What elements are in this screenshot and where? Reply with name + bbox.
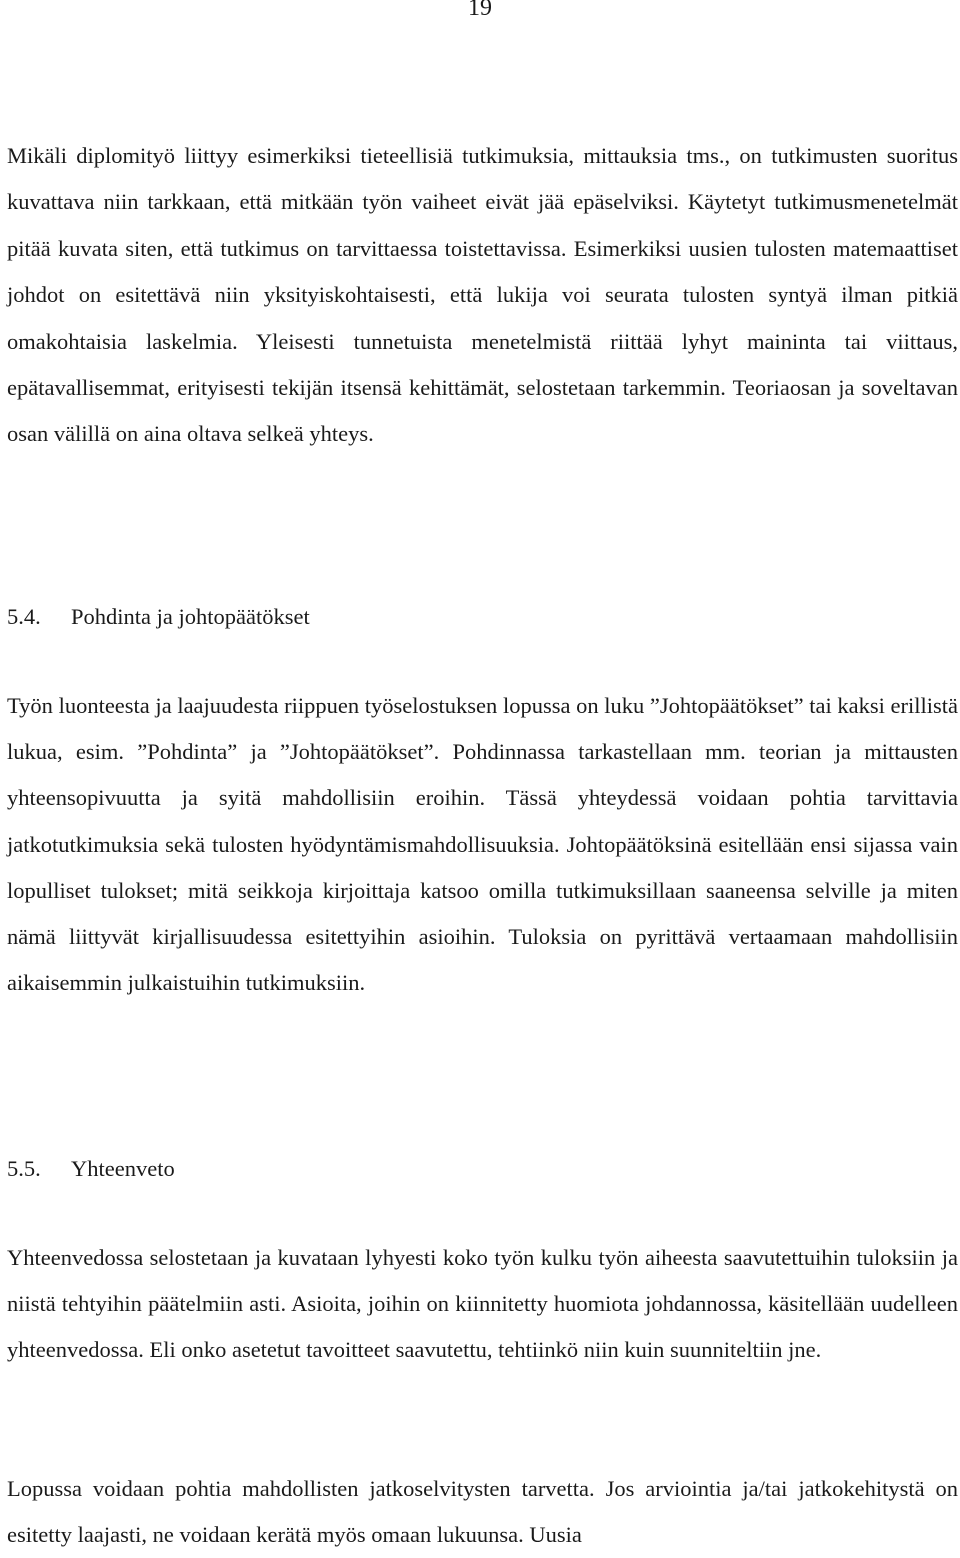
page-number: 19: [468, 0, 492, 21]
section-heading-5-4: [7, 601, 310, 633]
paragraph-summary: Yhteenvedossa selostetaan ja kuvataan lyhyesti koko työn kulku työn aiheesta saavutettuihin tuloksiin ja niistä tehtyihin päätelmiin asti. Asioita, joihin on kiinnitetty huomiota johdannossa, käsitellään uudelleen yhteenvedossa. Eli onko asetetut tavoitteet saavutettu, tehtiinkö niin kuin suunniteltiin jne.: [7, 1245, 958, 1363]
section-number: 5.5.: [7, 1156, 41, 1181]
section-heading-5-5: [7, 1153, 175, 1185]
paragraph-further-studies: Lopussa voidaan pohtia mahdollisten jatkoselvitysten tarvetta. Jos arviointia ja/tai jatkokehitystä on esitetty laajasti, ne voidaan kerätä myös omaan lukuunsa. Uusia: [7, 1476, 958, 1548]
section-title: Yhteenveto: [71, 1156, 175, 1181]
paragraph-discussion: Työn luonteesta ja laajuudesta riippuen työselostuksen lopussa on luku ”Johtopäätökset” tai kaksi erillistä lukua, esim. ”Pohdinta” ja ”Johtopäätökset”. Pohdinnassa tarkastellaan mm. teorian ja mittausten yhteensopivuutta ja syitä mahdollisiin eroihin. Tässä yhteydessä voidaan pohtia tarvittavia jatkotutkimuksia sekä tulosten hyödyntämismahdollisuuksia. Johtopäätöksinä esitellään ensi sijassa vain lopulliset tulokset; mitä seikkoja kirjoittaja katsoo omilla tutkimuksillaan saaneensa selville ja miten nämä liittyvät kirjallisuudessa esitettyihin asioihin. Tuloksia on pyrittävä vertaamaan mahdollisiin aikaisemmin julkaistuihin tutkimuksiin.: [7, 693, 958, 996]
section-title: Pohdinta ja johtopäätökset: [71, 604, 310, 629]
paragraph-methods: Mikäli diplomityö liittyy esimerkiksi tieteellisiä tutkimuksia, mittauksia tms., on tutkimusten suoritus kuvattava niin tarkkaan, että mitkään työn vaiheet eivät jää epäselviksi. Käytetyt tutkimusmenetelmät pitää kuvata siten, että tutkimus on tarvittaessa toistettavissa. Esimerkiksi uusien tulosten matemaattiset johdot on esitettävä niin yksityiskohtaisesti, että lukija voi seurata tulosten syntyä ilman pitkiä omakohtaisia laskelmia. Yleisesti tunnetuista menetelmistä riittää lyhyt maininta tai viittaus, epätavallisemmat, erityisesti tekijän itsensä kehittämät, selostetaan tarkemmin. Teoriaosan ja soveltavan osan välillä on aina oltava selkeä yhteys.: [7, 143, 958, 447]
section-number: 5.4.: [7, 604, 41, 629]
